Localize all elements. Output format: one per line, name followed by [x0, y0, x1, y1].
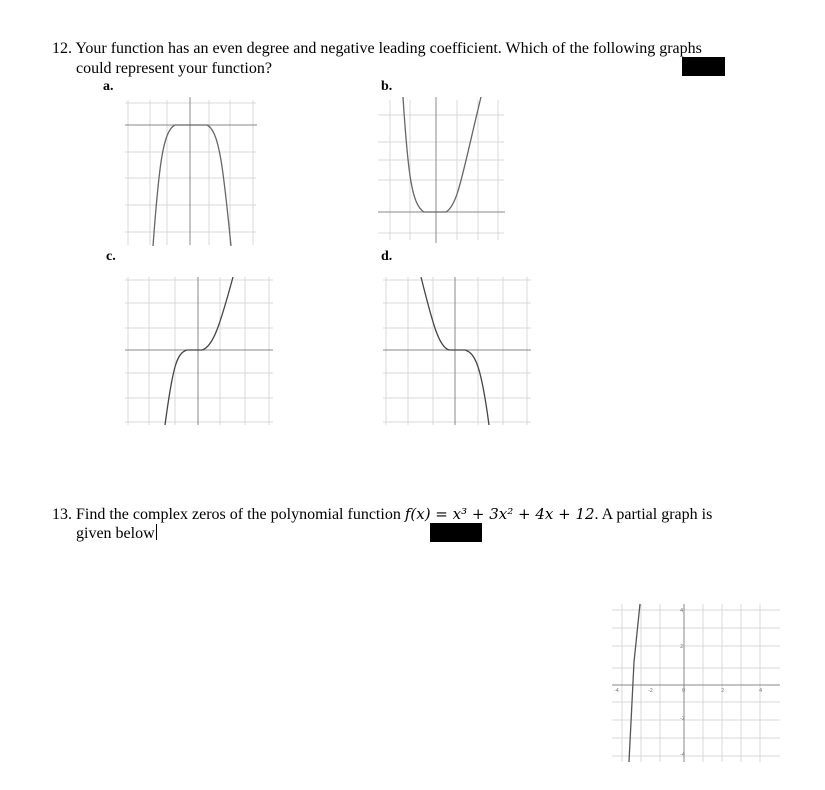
text-cursor [156, 524, 157, 540]
polynomial-formula: f(x) = x³ + 3x² + 4x + 12 [404, 505, 595, 523]
y-tick-label: 2 [680, 644, 684, 650]
redaction-box-2 [430, 523, 482, 542]
x-tick-label: -2 [648, 688, 653, 694]
x-tick-label: 4 [759, 688, 763, 694]
y-tick-label: -4 [680, 752, 685, 758]
redaction-box [682, 57, 725, 76]
y-tick-label: 4 [680, 608, 684, 614]
option-b-label: b. [381, 79, 393, 94]
question-13-prefix: 13. Find the complex zeros of the polynomial function [52, 506, 405, 523]
question-13-line2-text: given below [76, 525, 155, 542]
question-13-line2 [76, 524, 157, 544]
question-12-line2: could represent your function? [76, 60, 272, 77]
option-c-label: c. [106, 249, 116, 264]
graph-b [378, 95, 506, 247]
x-tick-label: 0 [682, 688, 686, 694]
option-d-label: d. [381, 249, 393, 264]
graph-13 [612, 602, 782, 764]
option-a-label: a. [103, 79, 114, 94]
graph-d [383, 275, 531, 427]
graph-c [125, 275, 273, 427]
x-tick-label: 2 [721, 688, 725, 694]
graph-a [125, 95, 260, 247]
question-12-line1: 12. Your function has an even degree and negative leading coefficient. Which of the following graphs [52, 40, 702, 57]
y-tick-label: -2 [680, 716, 685, 722]
x-tick-label: -4 [614, 688, 619, 694]
question-13-suffix: . A partial graph is [594, 506, 713, 523]
question-13-line1 [52, 504, 712, 525]
